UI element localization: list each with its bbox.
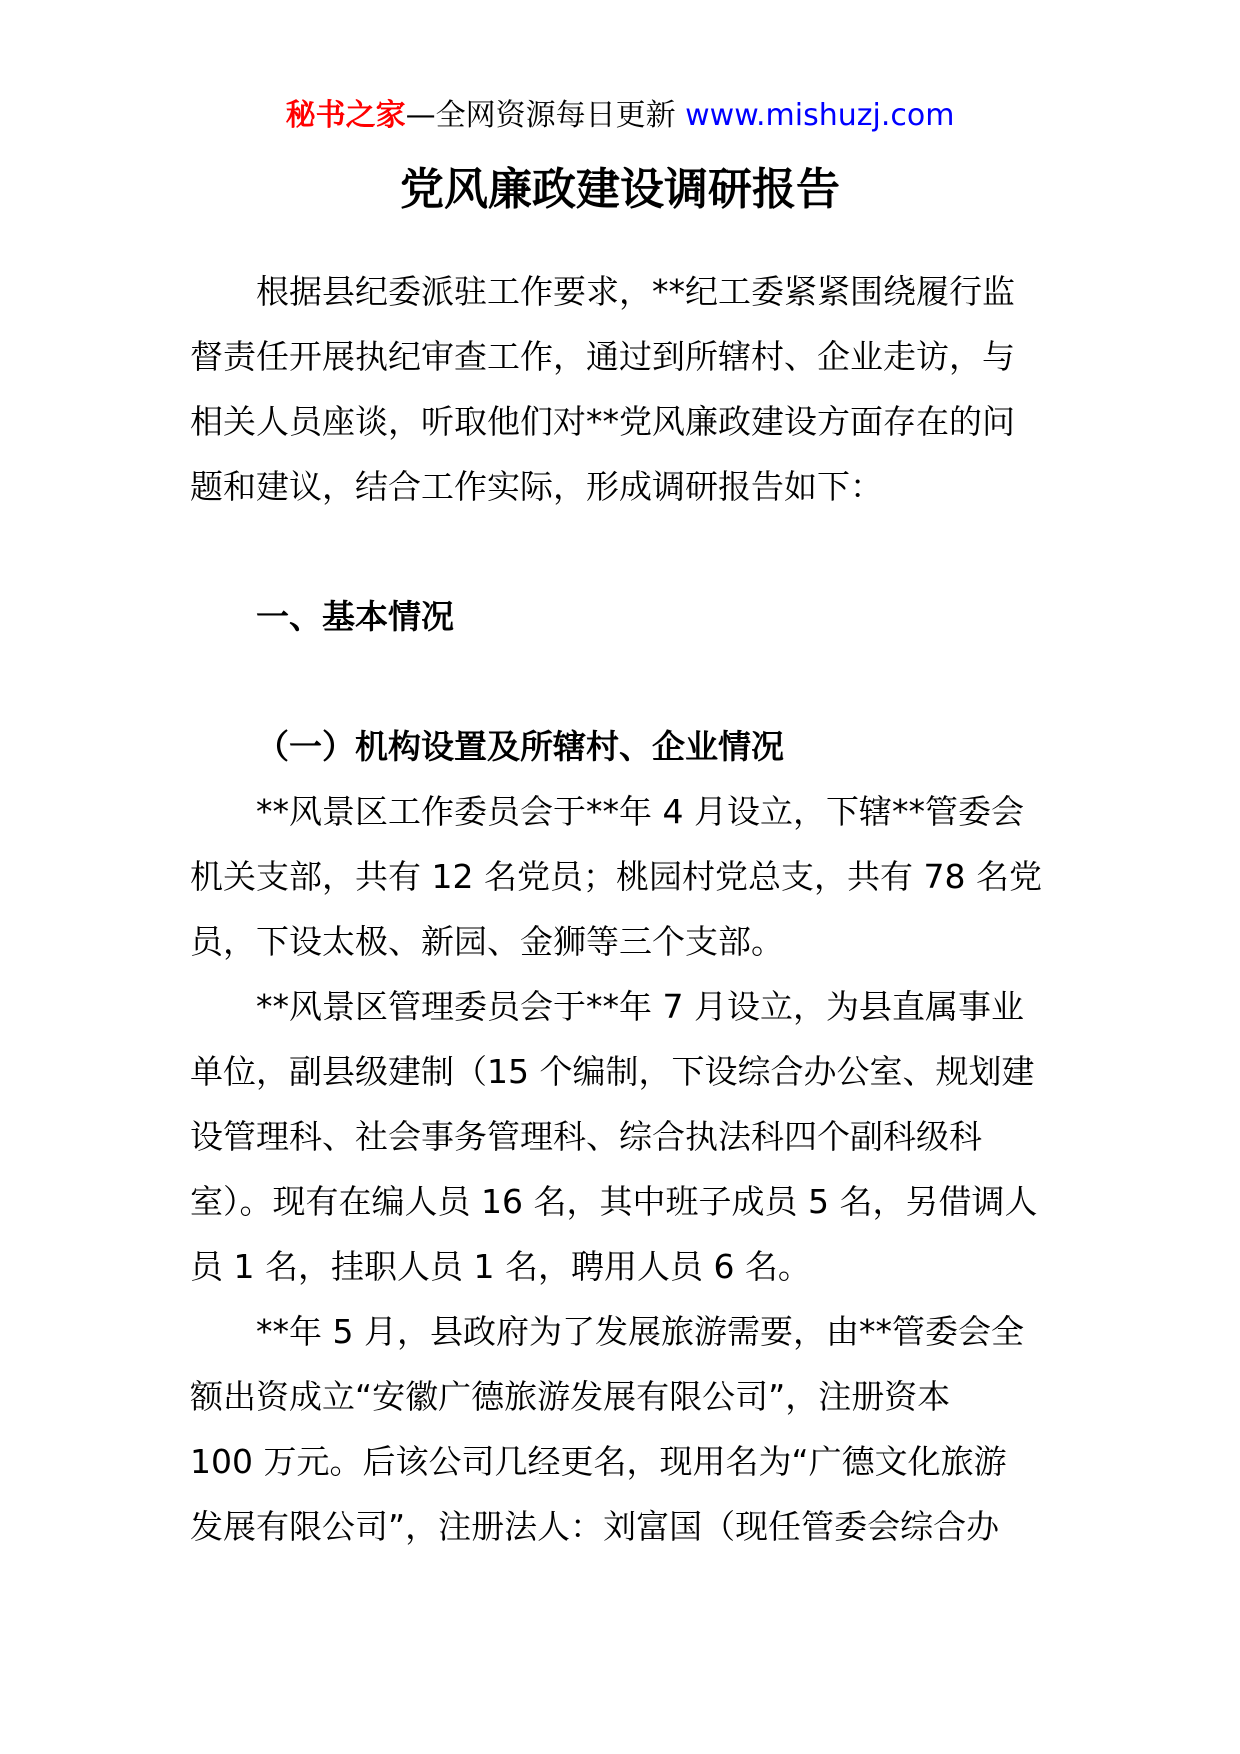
paragraph-line: 发展有限公司”，注册法人：刘富国（现任管委会综合办 bbox=[190, 1507, 1000, 1546]
paragraph-line: 相关人员座谈，听取他们对**党风廉政建设方面存在的问 bbox=[190, 402, 1015, 441]
paragraph-line: 额出资成立“安徽广德旅游发展有限公司”，注册资本 bbox=[190, 1377, 951, 1416]
paragraph-line: **风景区管理委员会于**年 7 月设立，为县直属事业 bbox=[256, 987, 1024, 1026]
site-tagline: —全网资源每日更新 bbox=[405, 98, 676, 133]
site-brand: 秘书之家 bbox=[285, 98, 406, 133]
blank-line bbox=[190, 519, 1052, 584]
subsection-heading: （一）机构设置及所辖村、企业情况 bbox=[256, 727, 784, 766]
paragraph-line: 设管理科、社会事务管理科、综合执法科四个副科级科 bbox=[190, 1117, 982, 1156]
site-url-link[interactable]: www.mishuzj.com bbox=[685, 98, 955, 133]
paragraph-line: 根据县纪委派驻工作要求，**纪工委紧紧围绕履行监 bbox=[256, 272, 1015, 311]
paragraph-line: 督责任开展执纪审查工作，通过到所辖村、企业走访，与 bbox=[190, 337, 1015, 376]
paragraph-line: 员 1 名，挂职人员 1 名，聘用人员 6 名。 bbox=[190, 1247, 811, 1286]
paragraph-line: 员，下设太极、新园、金狮等三个支部。 bbox=[190, 922, 784, 961]
document-body bbox=[190, 259, 1052, 1559]
section-heading: 一、基本情况 bbox=[256, 597, 454, 636]
site-header bbox=[0, 96, 1240, 136]
paragraph-line: 室）。现有在编人员 16 名，其中班子成员 5 名，另借调人 bbox=[190, 1182, 1038, 1221]
document-title: 党风廉政建设调研报告 bbox=[400, 164, 840, 215]
paragraph-line: **风景区工作委员会于**年 4 月设立，下辖**管委会 bbox=[256, 792, 1024, 831]
paragraph-line: 单位，副县级建制（15 个编制，下设综合办公室、规划建 bbox=[190, 1052, 1035, 1091]
paragraph-line: 题和建议，结合工作实际，形成调研报告如下： bbox=[190, 467, 883, 506]
paragraph-line: 机关支部，共有 12 名党员；桃园村党总支，共有 78 名党 bbox=[190, 857, 1042, 896]
paragraph-line: **年 5 月，县政府为了发展旅游需要，由**管委会全 bbox=[256, 1312, 1024, 1351]
blank-line bbox=[190, 649, 1052, 714]
paragraph-line: 100 万元。后该公司几经更名，现用名为“广德文化旅游 bbox=[190, 1442, 1007, 1481]
